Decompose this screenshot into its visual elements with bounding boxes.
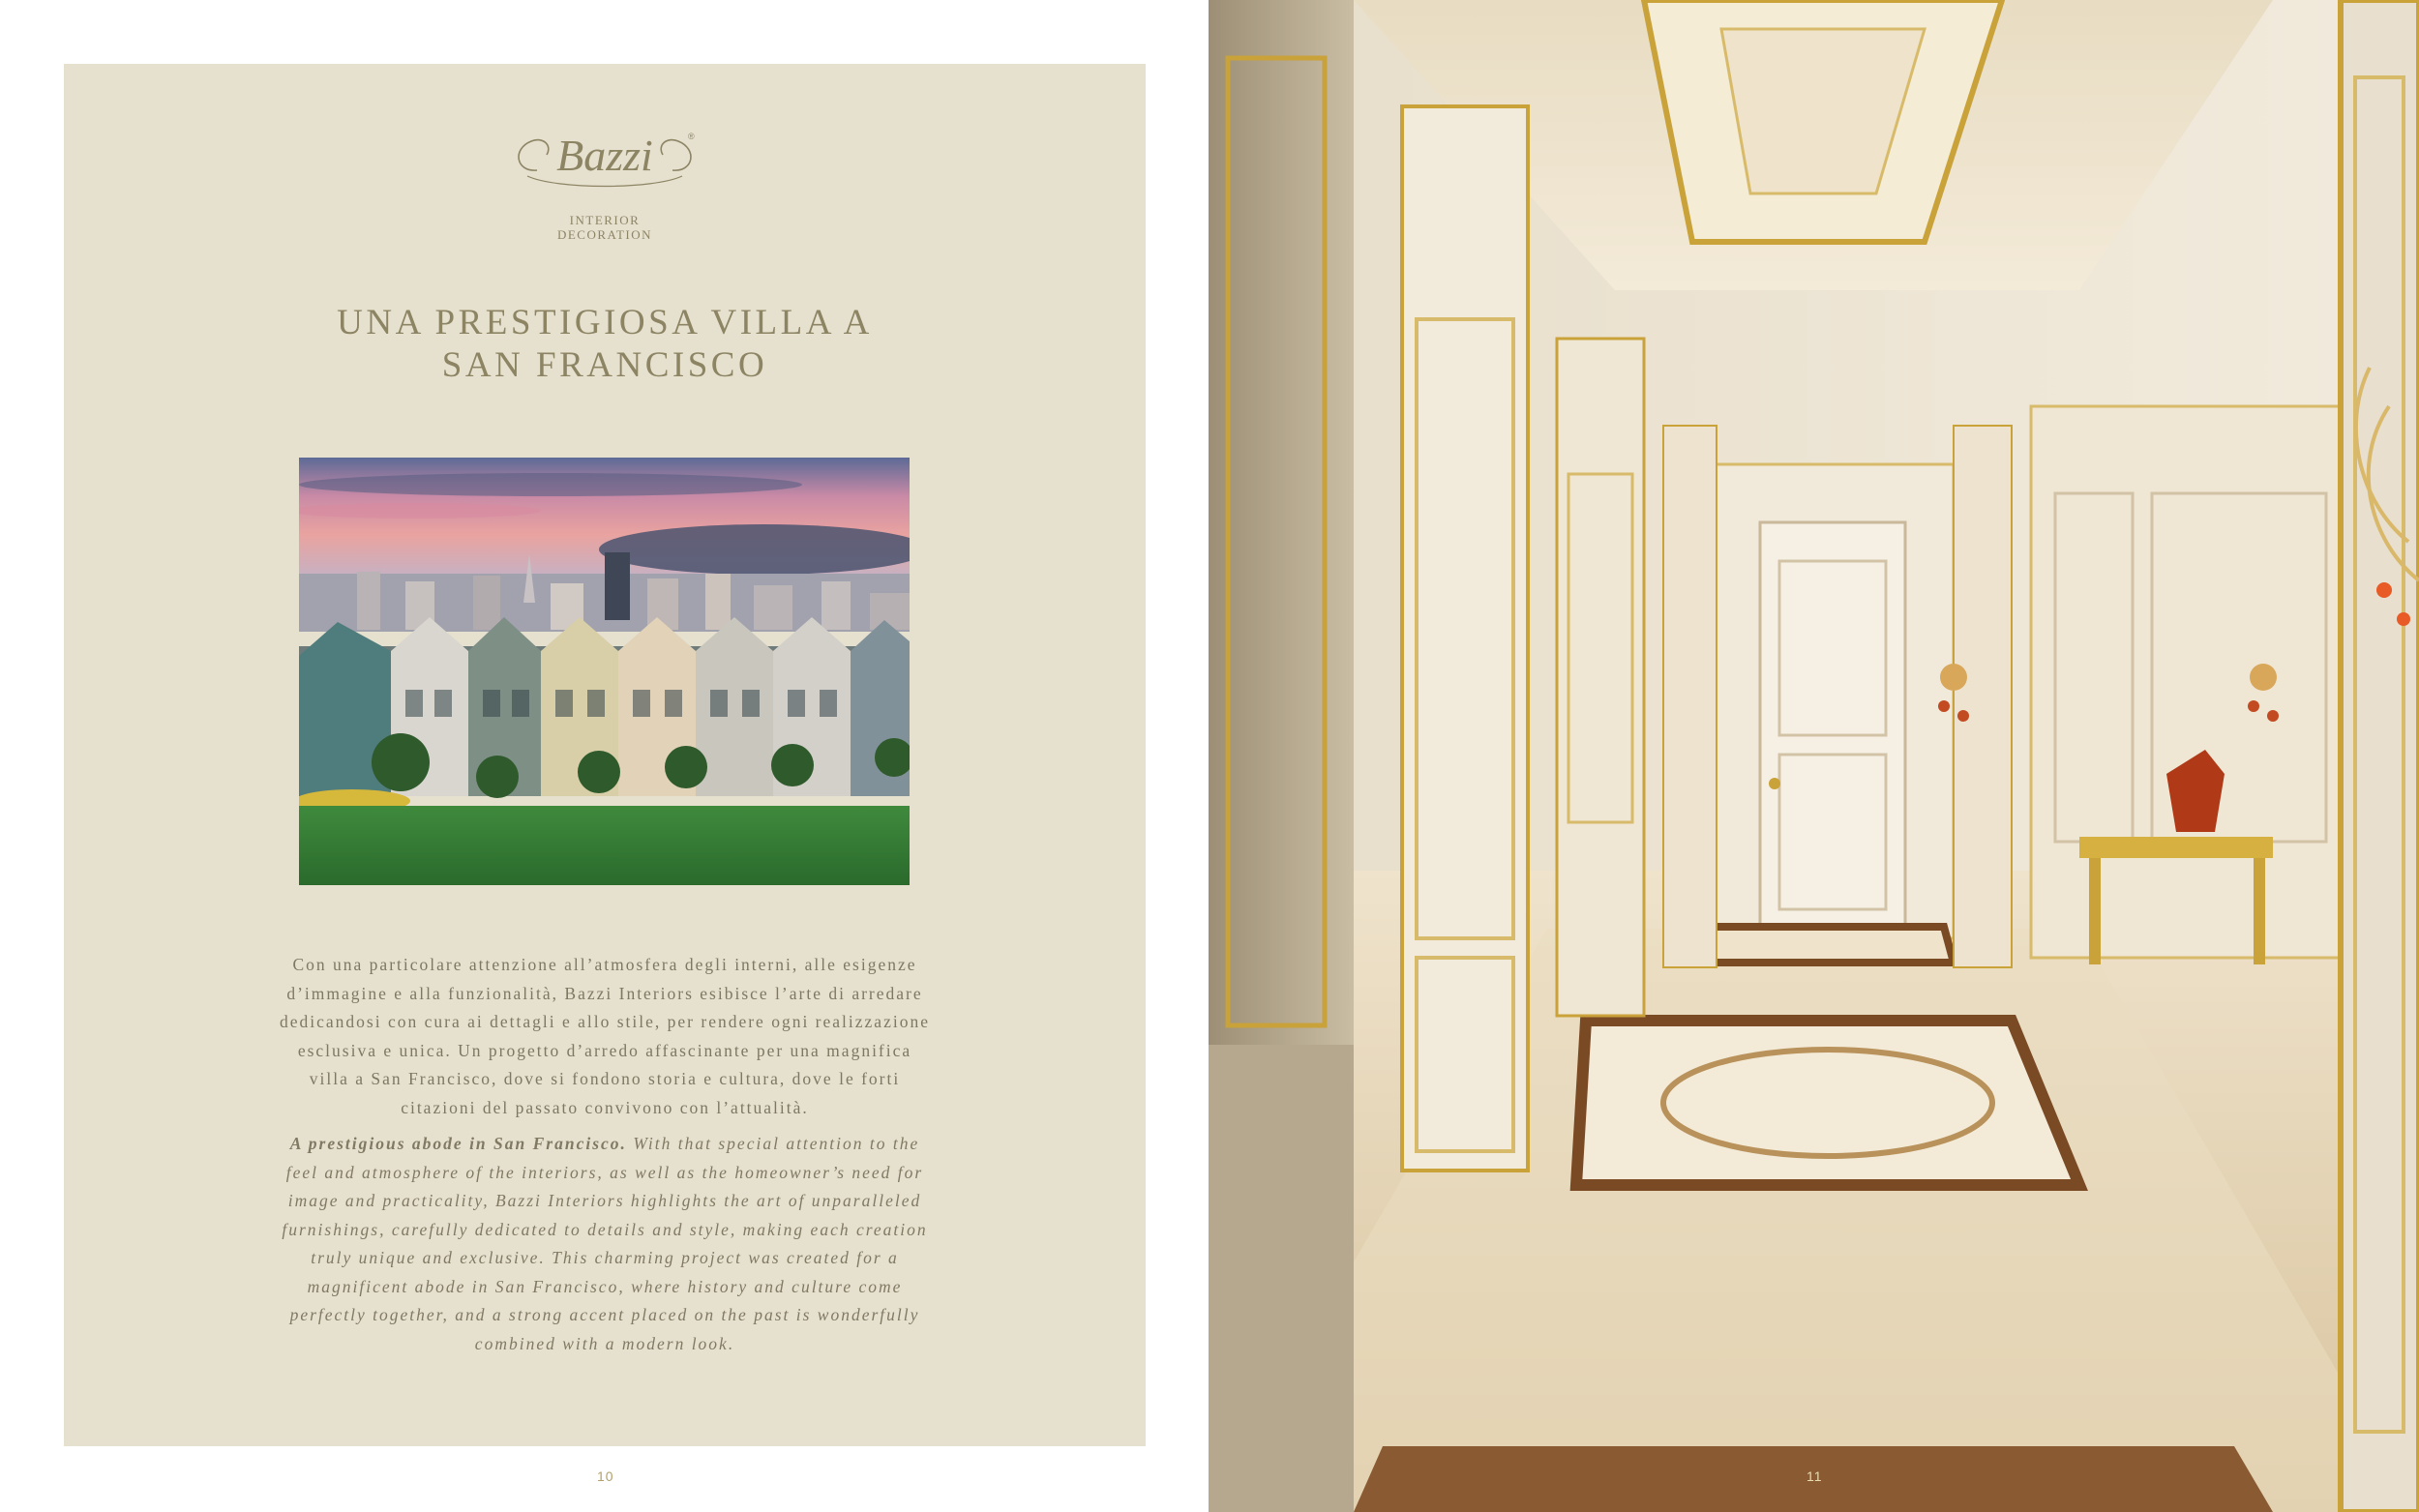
logo-tagline-interior: INTERIOR [569,213,641,227]
body-italian-line: dedicandosi con cura ai dettagli e allo stile, per rendere ogni realizzazione [280,1012,930,1031]
body-english-line: truly unique and exclusive. This charming project was created for a [311,1248,899,1267]
body-italian-line: citazioni del passato convivono con l’attualità. [401,1097,809,1117]
logo-wordmark: Bazzi [556,131,653,180]
body-italian-line: esclusiva e unica. Un progetto d’arredo affascinante per una magnifica [297,1040,912,1060]
brand-logo [64,112,1146,257]
body-italian [209,951,1000,1122]
body-english-line: furnishings, carefully dedicated to details and style, making each creation [282,1219,928,1239]
san-francisco-photo [299,458,910,885]
body-english [209,1130,1000,1358]
registered-mark: ® [688,132,695,141]
body-english-first-line [209,1130,1000,1159]
page-title-line1: UNA PRESTIGIOSA VILLA A [337,303,873,342]
logo-mark-icon [498,112,711,219]
text-panel [64,64,1146,1446]
body-english-line: magnificent abode in San Francisco, where history and culture come [307,1276,903,1296]
body-english-line: image and practicality, Bazzi Interiors highlights the art of unparalleled [287,1191,922,1210]
body-english-line: perfectly together, and a strong accent placed on the past is wonderfully [289,1305,920,1324]
body-english-line: feel and atmosphere of the interiors, as well as the homeowner’s need for [285,1162,924,1182]
page-title-line2: SAN FRANCISCO [441,345,768,385]
logo-tagline-decoration: DECORATION [556,227,653,242]
body-italian-line: d’immagine e alla funzionalità, Bazzi Interiors esibisce l’arte di arredare [286,983,923,1003]
page-number-left: 10 [597,1468,614,1484]
page-title [64,302,1146,387]
body-english-line: combined with a modern look. [474,1333,735,1353]
body-italian-line: villa a San Francisco, dove si fondono storia e cultura, dove le forti [309,1069,901,1088]
interior-photo [1209,0,2419,1512]
page-number-right: 11 [1807,1468,1823,1484]
left-page [0,0,1209,1512]
body-italian-line: Con una particolare attenzione all’atmosfera degli interni, alle esigenze [292,955,917,974]
body-english-lead: A prestigious abode in San Francisco. [289,1134,627,1153]
body-english-first-line-rest: With that special attention to the [626,1134,920,1153]
